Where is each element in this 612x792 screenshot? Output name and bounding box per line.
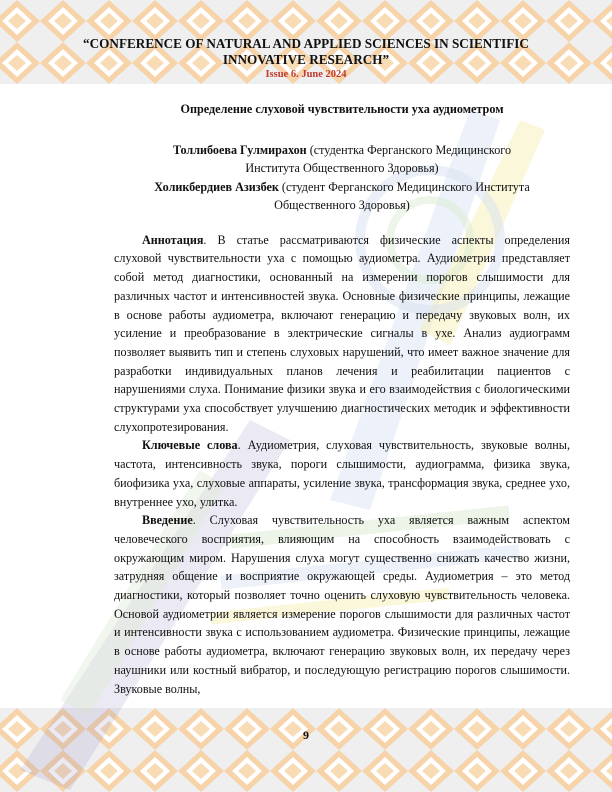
author-affiliation-cont: Общественного Здоровья) — [274, 198, 410, 213]
diamond-pattern-bottom — [0, 708, 612, 792]
conference-title-line2: INNOVATIVE RESEARCH” — [222, 52, 390, 67]
introduction-text: . Слуховая чувствительность уха является важным аспектом человеческого восприятия, влияющим на способность взаимодействовать с окружающим миром. Нарушения слуха могут существенно снижать качество жизни, затрудняя общение и восприятие окружающей среды. Аудиометрия – это метод диагностики, который позволяет точно оценить слуховую чувствительность человека. Основой аудиометрии является измерение порогов слышимости для различных частот и интенсивности звука с использованием аудиометра. Физические принципы, лежащие в основе работы аудиометра, включают генерацию звуковых волн, их передачу через наушники или костный вибратор, и последующую регистрацию порогов слышимости. Звуковые волны, — [114, 513, 570, 696]
article-body — [114, 100, 570, 698]
annotation-text: . В статье рассматриваются физические аспекты определения слуховой чувствительности уха с помощью аудиометра. Аудиометрия представляет собой метод диагностики, основанный на измерении порогов слышимости для различных частот и интенсивностей звука. Основные физические принципы, лежащие в основе работы аудиометра, включают генерацию и передачу звуковых волн, их усиление и преобразование в электрические сигналы в ухе. Анализ аудиограмм позволяет выявить тип и степень слуховых нарушений, что имеет важное значение для разработки индивидуальных планов лечения и реабилитации пациентов с нарушениями слуха. Понимание физики звука и его взаимодействия с биологическими структурами уха способствует улучшению диагностических методик и эффективности слухопротезирования. — [114, 232, 570, 434]
introduction-label: Введение — [142, 513, 193, 528]
introduction-paragraph — [114, 511, 570, 698]
paper-title: Определение слуховой чувствительности уха аудиометром — [180, 102, 504, 116]
author-affiliation: (студент Ферганского Медицинского Института — [278, 179, 530, 194]
conference-header — [40, 36, 572, 81]
conference-title — [40, 36, 572, 68]
page-number: 9 — [303, 728, 309, 742]
author-entry — [114, 141, 570, 178]
author-list — [114, 141, 570, 215]
footer-ornament-band — [0, 708, 612, 792]
keywords-paragraph — [114, 436, 570, 511]
keywords-text: . Аудиометрия, слуховая чувствительность, звуковые волны, частота, интенсивность звука, пороги слышимости, аудиограмма, физика звука, биофизика уха, слуховые аппараты, усиление звука, трансформация звука, среднее ухо, внутреннее ухо, улитка. — [114, 438, 571, 509]
author-affiliation: (студентка Ферганского Медицинского — [306, 142, 512, 157]
author-entry — [114, 178, 570, 215]
keywords-label: Ключевые слова — [142, 438, 238, 453]
author-affiliation-cont: Института Общественного Здоровья) — [245, 161, 439, 176]
conference-title-line1: “CONFERENCE OF NATURAL AND APPLIED SCIENCES IN SCIENTIFIC — [83, 36, 529, 51]
annotation-label: Аннотация — [142, 232, 204, 247]
issue-label: Issue 6. June 2024 — [265, 69, 347, 80]
annotation-paragraph — [114, 231, 570, 437]
author-name: Холикбердиев Азизбек — [154, 179, 279, 194]
author-name: Толлибоева Гулмирахон — [172, 142, 307, 157]
